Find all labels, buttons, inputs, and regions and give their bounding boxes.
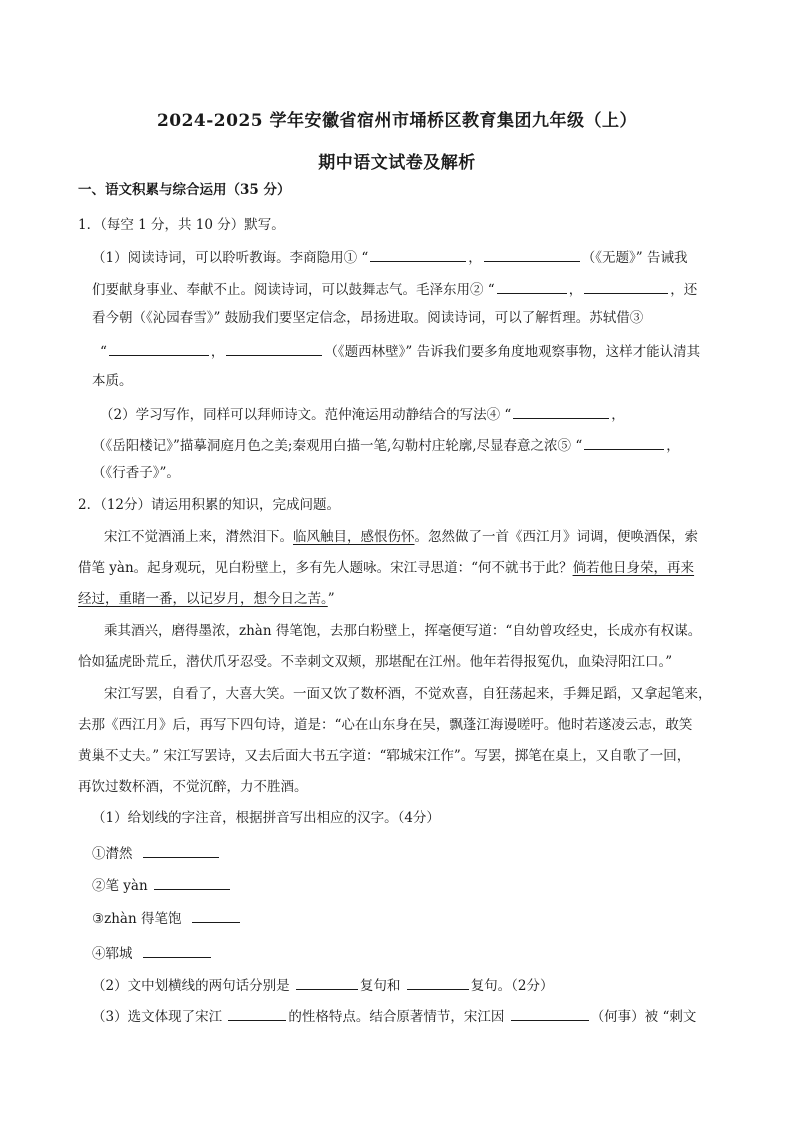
question-1-stem: 1．（每空 1 分，共 10 分）默写。 <box>78 217 285 233</box>
passage-para2-line1: 乘其酒兴，磨得墨浓，zhàn 得笔饱，去那白粉壁上，挥毫便写道：“自幼曾攻经史，长成亦有权谋。 <box>104 623 702 639</box>
sub-question-3: （3）选文体现了宋江 的性格特点。结合原著情节，宋江因 （何事）被 “刺文 <box>92 1009 697 1025</box>
q1-part2-line1: （2）学习写作，同样可以拜师诗文。范仲淹运用动静结合的写法④ “ ， <box>100 407 625 423</box>
passage-para1-line2: 借笔 yàn。起身观玩，见白粉壁上，多有先人题咏。宋江寻思道：“何不就书于此？倘若他日身荣，再来 <box>78 560 695 576</box>
passage-para3-line4: 再饮过数杯酒，不觉沉醉，力不胜酒。 <box>78 779 308 795</box>
answer-blank-1[interactable] <box>370 249 466 262</box>
answer-blank-event[interactable] <box>511 1008 589 1021</box>
passage-para3-line2: 去那《西江月》后，再写下四句诗，道是：“心在山东身在吴，飘蓬江海谩嗟吁。他时若遂凌云志，敢笑 <box>78 717 693 733</box>
pinyin-item-4: ④郓城 <box>92 945 213 962</box>
answer-blank-7[interactable] <box>513 406 609 419</box>
answer-blank-4[interactable] <box>584 281 668 294</box>
answer-blank-8[interactable] <box>584 437 664 450</box>
passage-para2-line2: 恰如猛虎卧荒丘，潜伏爪牙忍受。不幸刺文双颊，那堪配在江州。他年若得报冤仇，血染浔阳江口。” <box>78 654 673 670</box>
answer-blank-sentence-type-1[interactable] <box>296 977 358 990</box>
document-title: 2024-2025 学年安徽省宿州市埇桥区教育集团九年级（上） <box>156 111 638 131</box>
underlined-sentence-2a: 倘若他日身荣，再来 <box>572 560 695 576</box>
document-subtitle: 期中语文试卷及解析 <box>318 153 476 173</box>
q1-part1-line1: （1）阅读诗词，可以聆听教诲。李商隐用① “ ， （《无题》” 告诫我 <box>92 250 688 266</box>
answer-blank-item-1[interactable] <box>143 845 219 858</box>
q1-part1-line4: “ ， （《题西林壁》” 告诉我们要多角度地观察事物，这样才能认清其 <box>100 344 701 360</box>
section-heading: 一、语文积累与综合运用（35 分） <box>78 182 291 198</box>
underlined-sentence-1: 临风触目，感恨伤怀 <box>293 529 415 545</box>
q1-part1-line2: 们要献身事业、奉献不止。阅读诗词，可以鼓舞志气。毛泽东用② “ ， ，还 <box>92 282 698 298</box>
pinyin-item-3: ③zhàn 得笔饱 <box>92 910 242 927</box>
question-2-stem: 2．（12分）请运用积累的知识，完成问题。 <box>78 497 341 513</box>
passage-para1-line1: 宋江不觉酒涌上来，潸然泪下。临风触目，感恨伤怀。忽然做了一首《西江月》词调，便唤酒保，索 <box>104 529 698 545</box>
q1-part2-line2: （《岳阳楼记》”描摹洞庭月色之美;秦观用白描一笔,勾勒村庄轮廓,尽显春意之浓⑤ “ ， <box>92 438 680 454</box>
answer-blank-item-2[interactable] <box>154 877 230 890</box>
q1-part2-line3: （《行香子》”。 <box>92 465 180 481</box>
answer-blank-sentence-type-2[interactable] <box>407 977 469 990</box>
q1-part1-line3: 看今朝（《沁园春雪》” 鼓励我们要坚定信念，昂扬进取。阅读诗词，可以了解哲理。苏轼借③ <box>92 310 644 326</box>
pinyin-item-1: ①潸然 <box>92 845 221 862</box>
answer-blank-item-4[interactable] <box>143 945 211 958</box>
answer-blank-5[interactable] <box>109 343 209 356</box>
answer-blank-character[interactable] <box>228 1008 286 1021</box>
underlined-sentence-2b: 经过，重睹一番，以记岁月，想今日之苦。 <box>78 591 328 607</box>
answer-blank-6[interactable] <box>226 343 322 356</box>
passage-para3-line1: 宋江写罢，自看了，大喜大笑。一面又饮了数杯酒，不觉欢喜，自狂荡起来，手舞足蹈，又拿起笔来， <box>104 686 712 702</box>
sub-question-2: （2）文中划横线的两句话分别是 复句和 复句。（2分） <box>92 978 554 994</box>
pinyin-item-2: ②笔 yàn <box>92 877 232 894</box>
answer-blank-2[interactable] <box>484 249 580 262</box>
passage-para1-line3: 经过，重睹一番，以记岁月，想今日之苦。” <box>78 591 335 607</box>
q1-part1-line5: 本质。 <box>92 373 133 389</box>
passage-para3-line3: 黄巢不丈夫。” 宋江写罢诗，又去后面大书五字道：“郓城宋江作”。写罢，掷笔在桌上，又自歌了一回， <box>78 748 691 764</box>
sub-question-1: （1）给划线的字注音，根据拼音写出相应的汉字。（4分） <box>92 810 440 826</box>
answer-blank-item-3[interactable] <box>192 910 240 923</box>
answer-blank-3[interactable] <box>497 281 567 294</box>
